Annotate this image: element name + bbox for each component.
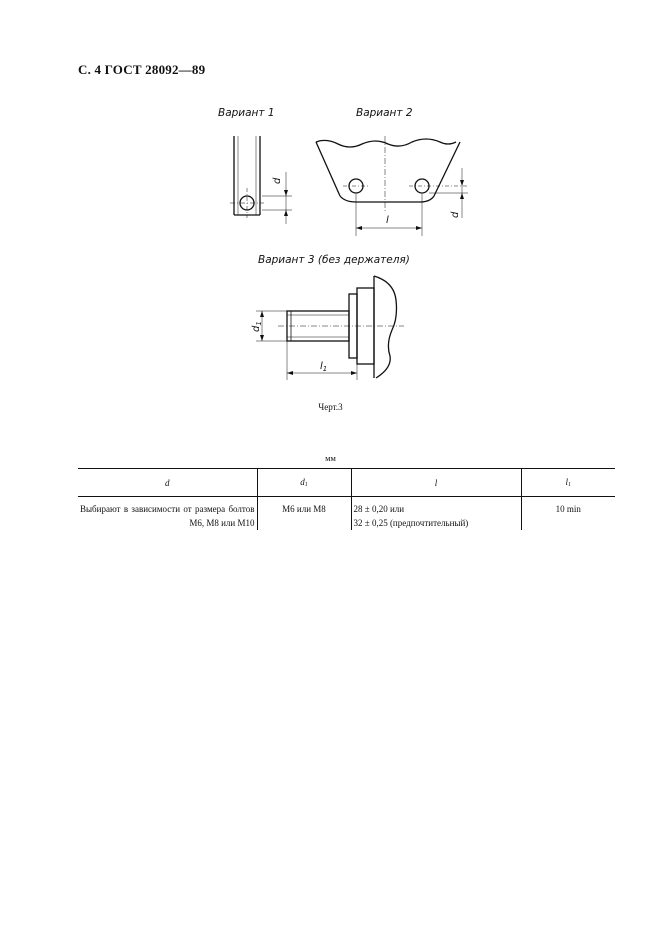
- dim-label-l1: $l_1$: [320, 361, 328, 373]
- cell-l-line2: 32 ± 0,25 (предпочтительный): [353, 518, 469, 528]
- cell-l1: 10 min: [521, 497, 615, 531]
- variant2-drawing: [316, 136, 468, 236]
- cell-l-line1: 28 ± 0,20 или: [353, 504, 405, 514]
- cell-d: Выбирают в зависимости от размера болтов М6, М8 или М10: [80, 504, 255, 528]
- cell-d1: М6 или М8: [257, 497, 351, 531]
- table-header-row: [78, 469, 615, 497]
- dim-label-d-v2: d: [450, 211, 461, 218]
- variant3-label: Вариант 3 (без держателя): [258, 254, 410, 266]
- technical-drawing: [200, 100, 480, 400]
- dim-label-l: l: [386, 215, 389, 226]
- variant1-label: Вариант 1: [218, 107, 275, 119]
- header-d1: d1: [257, 469, 351, 497]
- header-d: d: [78, 469, 257, 497]
- page-header: С. 4 ГОСТ 28092—89: [78, 62, 206, 77]
- header-l: l: [351, 469, 521, 497]
- variant2-label: Вариант 2: [356, 107, 413, 119]
- variant3-drawing: [256, 276, 404, 380]
- table-row: [78, 497, 615, 531]
- header-l1: l1: [521, 469, 615, 497]
- spec-table: [78, 468, 615, 530]
- dim-label-d-v1: d: [272, 177, 283, 184]
- table-unit: мм: [325, 453, 336, 463]
- dim-label-d1: $d_1$: [251, 321, 263, 332]
- drawing-svg: [200, 100, 480, 400]
- figure-caption: Черт.3: [318, 402, 343, 412]
- cell-l: [351, 497, 521, 531]
